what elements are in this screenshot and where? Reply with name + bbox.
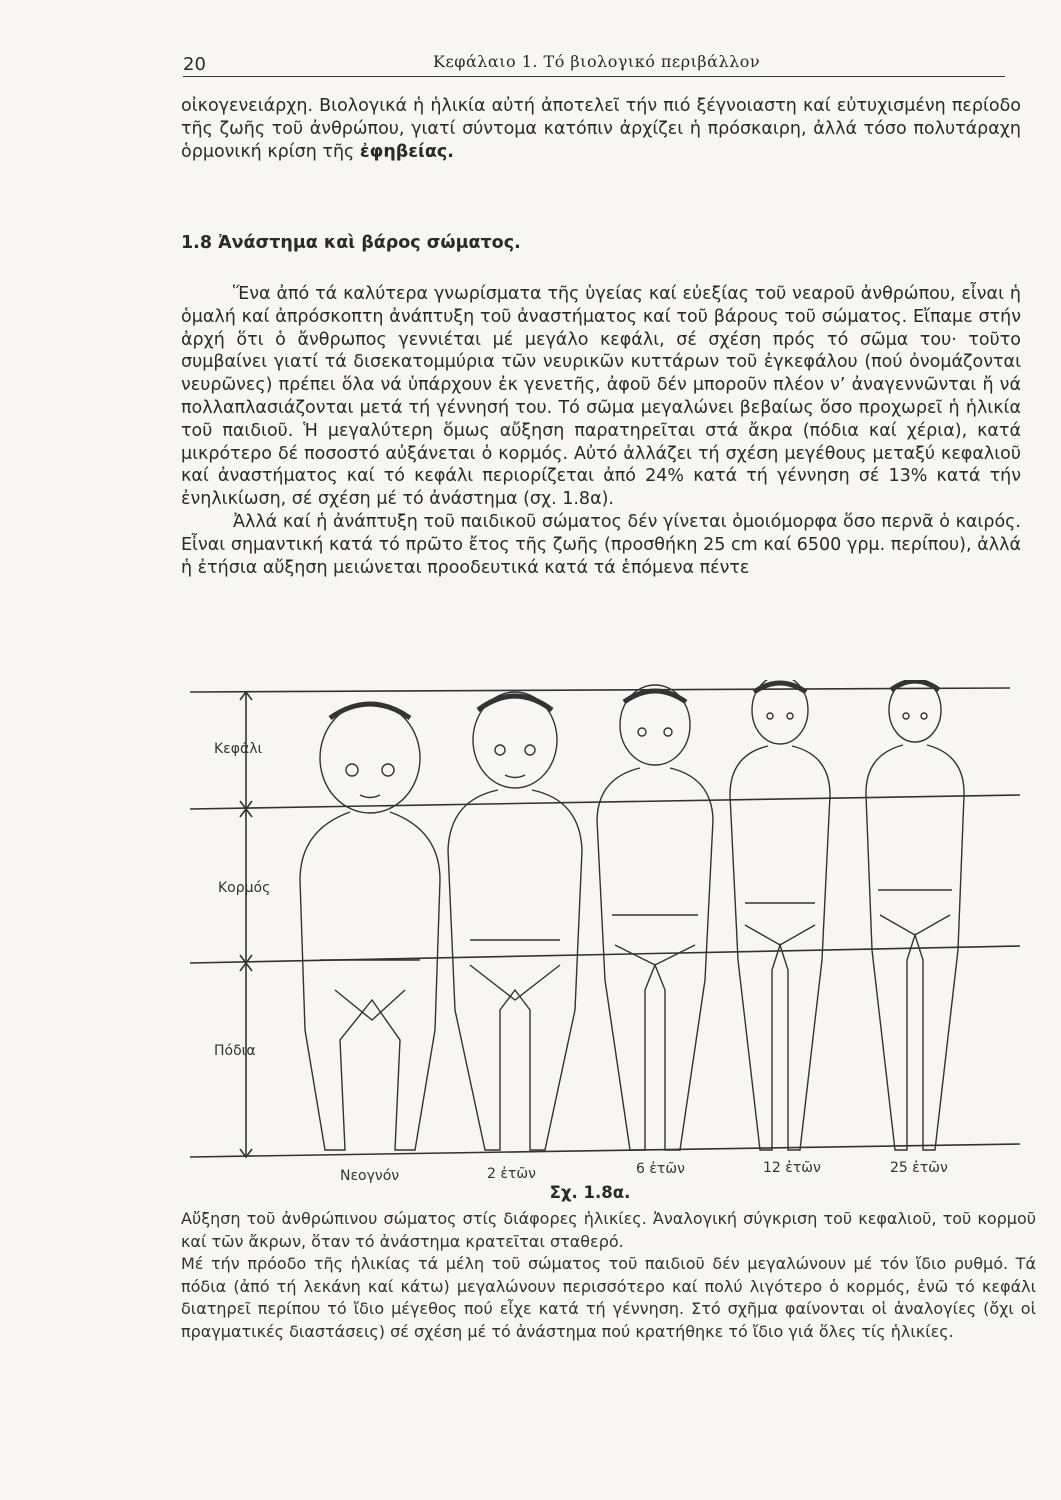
figure-12-years [730, 680, 830, 1150]
intro-text: οἰκογενειάρχη. Βιολογικά ἡ ἡλικία αὐτή ἀποτελεῖ τήν πιό ξέγνοιαστη καί εὐτυχισμένη περίοδο τῆς ζωῆς τοῦ ἀνθρώπου, γιατί σύντομα κατόπιν ἀρχίζει ἡ πρόσκαιρη, ἀλλά τόσο πολυτάραχη ὁρμονική κρίση τῆς [181, 96, 1021, 162]
top-line [190, 688, 1010, 692]
caption-line-2: Μέ τήν πρόοδο τῆς ἡλικίας τά μέλη τοῦ σώματος τοῦ παιδιοῦ δέν μεγαλώνουν μέ τόν ἴδιο ρυθμό. Τά πόδια (ἀπό τή λεκάνη καί κάτω) μεγαλώνουν περισσότερο καί πολύ λιγότερο ὁ κορμός, ἐνῶ τό κεφάλι διατηρεῖ περίπου τό ἴδιο μέγεθος πού εἶχε κατά τή γέννηση. Στό σχῆμα φαίνονται οἱ ἀναλογίες (ὄχι οἱ πραγματικές διαστάσεις) σέ σχέση μέ τό ἀνάστημα πού κρατήθηκε τό ἴδιο γιά ὅλες τίς ἡλικίες. [181, 1254, 1036, 1341]
figure-caption [181, 1208, 1036, 1343]
age-label-newborn: Νεογνόν [340, 1168, 400, 1184]
label-trunk: Κορμός [218, 880, 271, 896]
age-label-25: 25 ἐτῶν [890, 1160, 948, 1176]
section-heading: 1.8 Ἀνάστημα καὶ βάρος σώματος. [181, 233, 521, 253]
figure-6-years [597, 685, 713, 1150]
trunk-line [190, 946, 1020, 963]
figure-25-years [866, 680, 964, 1150]
figure-caption-title: Σχ. 1.8α. [549, 1183, 631, 1202]
figure-2-years [448, 692, 582, 1150]
label-legs: Πόδια [214, 1043, 256, 1059]
page-number: 20 [183, 54, 206, 75]
intro-bold-word: ἐφηβείας. [359, 141, 454, 162]
body-proportions-figure [0, 680, 1061, 1200]
caption-line-1: Αὔξηση τοῦ ἀνθρώπινου σώματος στίς διάφορες ἡλικίες. Ἀναλογική σύγκριση τοῦ κεφαλιοῦ, τοῦ κορμοῦ καί τῶν ἄκρων, ὅταν τό ἀνάστημα κρατεῖται σταθερό. [181, 1209, 1036, 1251]
page-header [183, 50, 1005, 77]
head-line [190, 795, 1020, 809]
body-paragraph-1: Ἕνα ἀπό τά καλύτερα γνωρίσματα τῆς ὑγείας καί εὐεξίας τοῦ νεαροῦ ἀνθρώπου, εἶναι ἡ ὁμαλή καί ἀπρόσκοπτη ἀνάπτυξη τοῦ ἀναστήματος καί τοῦ βάρους τοῦ σώματος. Εἴπαμε στήν ἀρχή ὅτι ὁ ἄνθρωπος γεννιέται μέ μεγάλο κεφάλι, σέ σχέση πρός τό σῶμα του· τοῦτο συμβαίνει γιατί τά δισεκατομμύρια τῶν νευρικῶν κυττάρων τοῦ ἐγκεφάλου (πού ὀνομάζονται νευρῶνες) πρέπει ὅλα νά ὑπάρχουν ἐκ γενετῆς, ἀφοῦ δέν μποροῦν πλέον ν’ ἀναγεννῶνται ἤ νά πολλαπλασιάζονται μετά τή γέννησή του. Τό σῶμα μεγαλώνει βεβαίως ὅσο προχωρεῖ ἡ ἡλικία τοῦ παιδιοῦ. Ἡ μεγαλύτερη ὅμως αὔξηση παρατηρεῖται στά ἄκρα (πόδια καί χέρια), κατά μικρότερο δέ ποσοστό αὐξάνεται ὁ κορμός. Αὐτό ἀλλάζει τή σχέση μεγέθους μεταξύ κεφαλιοῦ καί ἀναστήματος καί τό κεφάλι περιορίζεται ἀπό 24% κατά τή γέννηση σέ 13% κατά τήν ἐνηλικίωση, σέ σχέση μέ τό ἀνάστημα (σχ. 1.8α). [181, 284, 1021, 510]
age-label-12: 12 ἐτῶν [763, 1160, 821, 1176]
label-head: Κεφάλι [214, 741, 263, 757]
running-head: Κεφάλαιο 1. Τό βιολογικό περιβάλλον [433, 52, 761, 71]
body-paragraph-2: Ἀλλά καί ἡ ἀνάπτυξη τοῦ παιδικοῦ σώματος δέν γίνεται ὁμοιόμορφα ὅσο περνᾶ ὁ καιρός. Εἶναι σημαντική κατά τό πρῶτο ἔτος τῆς ζωῆς (προσθήκη 25 cm καί 6500 γρμ. περίπου), ἀλλά ἡ ἐτήσια αὔξηση μειώνεται προοδευτικά κατά τά ἑπόμενα πέντε [181, 511, 1021, 578]
age-label-6: 6 ἐτῶν [636, 1161, 685, 1177]
body-text [181, 283, 1021, 579]
figure-newborn [300, 703, 440, 1150]
intro-paragraph [181, 95, 1021, 163]
age-label-2: 2 ἐτῶν [487, 1166, 536, 1182]
